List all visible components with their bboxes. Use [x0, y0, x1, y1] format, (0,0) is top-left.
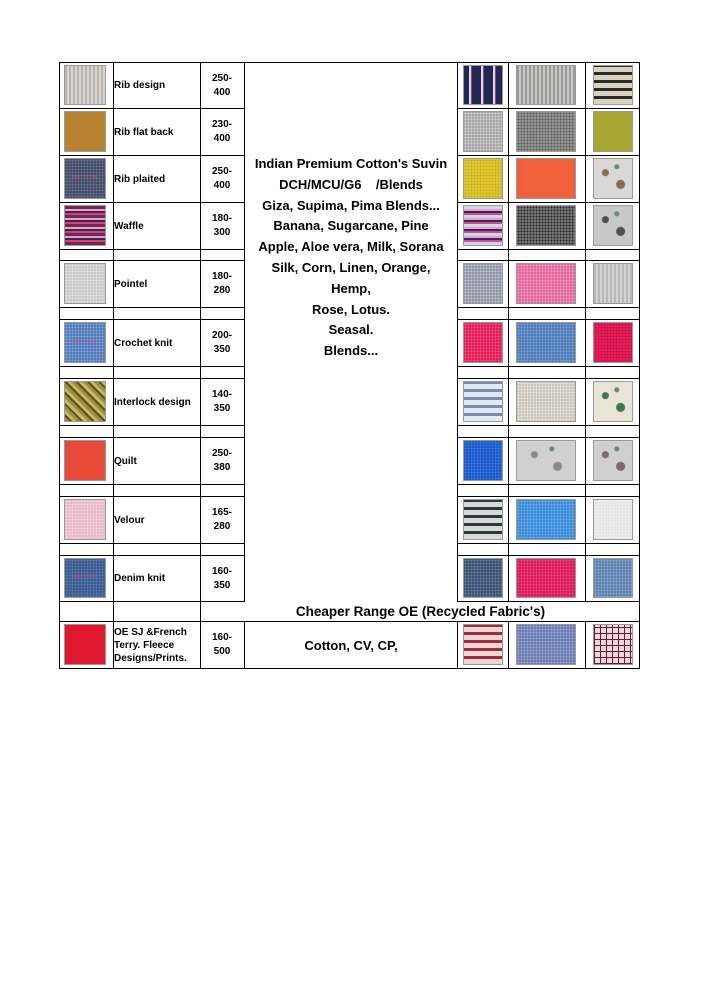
sample-swatch	[516, 322, 576, 363]
premium-cotton-description	[245, 154, 457, 362]
premium-text-line: Giza, Supima, Pima Blends...	[262, 197, 440, 213]
fabric-name: Rib design	[114, 80, 166, 91]
fabric-name: Rib flat back	[114, 126, 174, 138]
sample-swatch	[463, 322, 503, 363]
sample-swatch	[593, 111, 633, 152]
fabric-name: Interlock design	[114, 396, 191, 408]
grid-line	[585, 62, 586, 602]
grid-line	[457, 62, 458, 602]
sample-swatch	[463, 440, 503, 481]
fabric-name: Quilt	[114, 455, 137, 467]
watermark: KNIT ZONE	[71, 174, 99, 181]
premium-text-line: Indian Premium Cotton's Suvin	[254, 156, 448, 171]
grid-line	[457, 202, 640, 203]
gsm-range: 180- 300	[211, 213, 232, 238]
sample-swatch	[593, 624, 633, 665]
sample-swatch	[593, 158, 633, 199]
grid-line	[59, 668, 640, 669]
sample-swatch	[516, 381, 576, 422]
grid-line	[457, 484, 640, 485]
grid-line	[457, 555, 640, 556]
grid-line	[457, 155, 640, 156]
fabric-name: Waffle	[114, 220, 144, 232]
sample-swatch	[516, 205, 576, 246]
sample-swatch	[516, 499, 576, 540]
fabric-name: Pointel	[114, 278, 148, 290]
fabric-swatch	[64, 558, 106, 598]
premium-text-line: Seasal.	[328, 322, 374, 338]
watermark: KNIT ZONE	[71, 338, 99, 345]
grid-line	[457, 496, 640, 497]
gsm-range: 140- 350	[211, 389, 232, 414]
gsm-range: 200- 350	[211, 330, 232, 355]
gsm-range: 250- 400	[211, 72, 232, 98]
fabric-name: Denim knit	[114, 573, 166, 584]
fabric-swatch	[64, 205, 106, 246]
sample-swatch	[516, 624, 576, 665]
sample-swatch	[516, 111, 576, 152]
sample-swatch	[463, 158, 503, 199]
watermark: KNIT ZONE	[71, 574, 99, 581]
sample-swatch	[593, 381, 633, 422]
grid-line	[585, 621, 586, 669]
fabric-catalog-table	[59, 62, 640, 669]
sample-swatch	[593, 65, 633, 105]
sample-swatch	[516, 263, 576, 304]
grid-line	[457, 319, 640, 320]
sample-swatch	[593, 440, 633, 481]
grid-line	[457, 366, 640, 367]
premium-text-line: Apple, Aloe vera, Milk, Sorana	[258, 239, 444, 255]
grid-line	[508, 621, 509, 669]
sample-swatch	[593, 322, 633, 363]
fabric-swatch	[64, 263, 106, 304]
sample-swatch	[463, 381, 503, 422]
premium-text-line: DCH/MCU/G6 /Blends	[279, 176, 423, 192]
grid-line	[457, 260, 640, 261]
sample-swatch	[593, 558, 633, 598]
gsm-range: 250- 380	[211, 448, 232, 473]
grid-line	[59, 484, 245, 485]
sample-swatch	[516, 158, 576, 199]
grid-line	[508, 62, 509, 602]
grid-line	[59, 543, 245, 544]
sample-swatch	[463, 624, 503, 665]
fabric-swatch	[64, 499, 106, 540]
fabric-swatch	[64, 440, 106, 481]
grid-line	[457, 378, 640, 379]
gsm-range: 160- 350	[211, 565, 232, 591]
premium-text-line: Silk, Corn, Linen, Orange,	[271, 259, 431, 275]
cheaper-range-blends: Cotton, CV, CP,	[304, 637, 398, 653]
sample-swatch	[516, 65, 576, 105]
grid-line	[457, 307, 640, 308]
grid-line	[457, 249, 640, 250]
gsm-range: 230- 400	[211, 119, 232, 144]
grid-line	[457, 425, 640, 426]
premium-text-line: Hemp,	[331, 280, 371, 296]
fabric-swatch	[64, 624, 106, 665]
fabric-swatch	[64, 65, 106, 105]
grid-line	[59, 307, 245, 308]
sample-swatch	[593, 263, 633, 304]
sample-swatch	[516, 440, 576, 481]
sample-swatch	[463, 558, 503, 598]
grid-line	[59, 366, 245, 367]
grid-line	[457, 437, 640, 438]
fabric-name: Rib plaited	[114, 173, 166, 185]
sample-swatch	[463, 499, 503, 540]
sample-swatch	[593, 205, 633, 246]
gsm-range: 160- 500	[211, 632, 232, 657]
premium-text-line: Rose, Lotus.	[311, 301, 390, 317]
gsm-range: 165- 280	[211, 507, 232, 532]
gsm-range: 250- 400	[211, 166, 232, 191]
sample-swatch	[463, 263, 503, 304]
cheaper-range-heading: Cheaper Range OE (Recycled Fabric's)	[295, 603, 546, 619]
gsm-range: 180- 280	[211, 271, 232, 296]
fabric-swatch	[64, 111, 106, 152]
fabric-name: Velour	[114, 514, 145, 526]
fabric-swatch	[64, 158, 106, 199]
fabric-swatch	[64, 381, 106, 422]
sample-swatch	[463, 205, 503, 246]
fabric-name: Crochet knit	[114, 337, 173, 349]
sample-swatch	[463, 111, 503, 152]
fabric-name: OE SJ &French Terry. Fleece Designs/Prints.	[114, 626, 187, 664]
grid-line	[457, 621, 458, 669]
sample-swatch	[516, 558, 576, 598]
grid-line	[59, 249, 245, 250]
grid-line	[457, 108, 640, 109]
fabric-swatch	[64, 322, 106, 363]
sample-swatch	[593, 499, 633, 540]
premium-text-line: Banana, Sugarcane, Pine	[273, 218, 429, 234]
grid-line	[457, 543, 640, 544]
grid-line	[59, 425, 245, 426]
sample-swatch	[463, 65, 503, 105]
premium-text-line: Blends...	[323, 343, 379, 359]
